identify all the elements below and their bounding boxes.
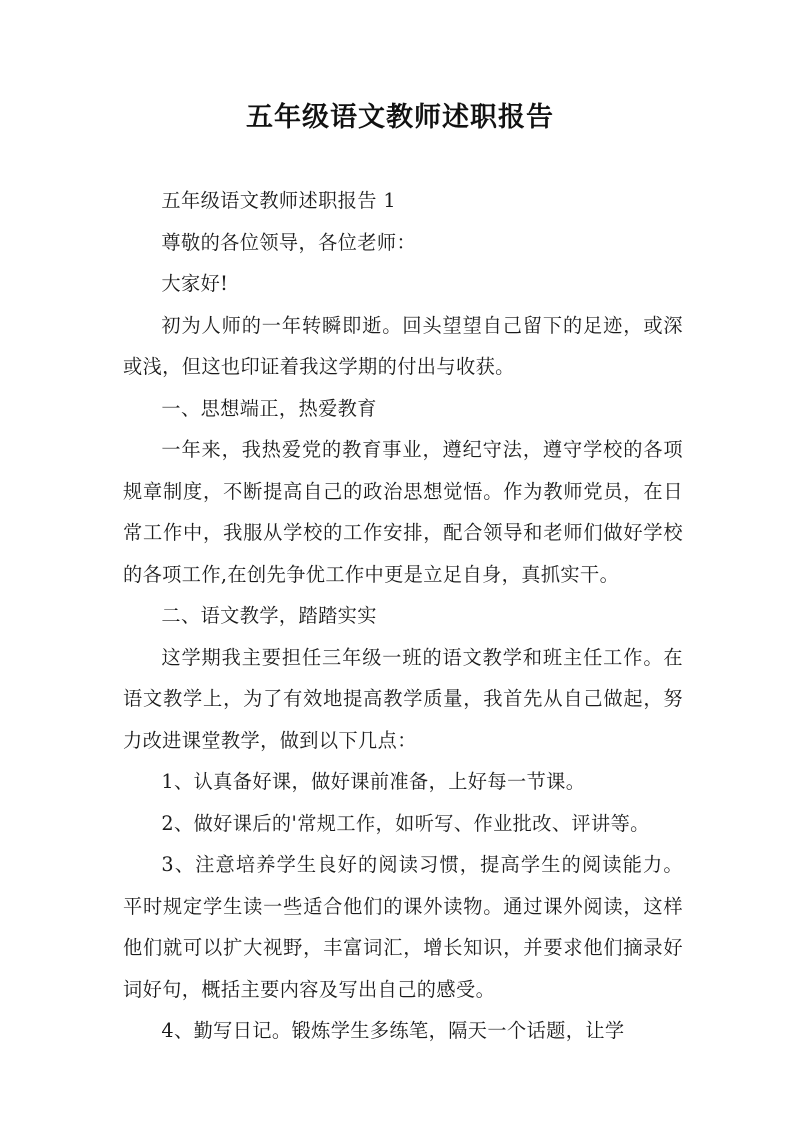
document-title: 五年级语文教师述职报告 (246, 102, 554, 133)
paragraph-heading-1: 五年级语文教师述职报告 1 (161, 189, 396, 212)
document-body (123, 180, 683, 1052)
paragraph-greeting: 大家好! (161, 272, 229, 295)
list-item-4: 4、勤写日记。锻炼学生多练笔，隔天一个话题，让学 (161, 1019, 625, 1042)
list-item-2: 2、做好课后的'常规工作，如听写、作业批改、评讲等。 (161, 811, 650, 835)
paragraph-intro: 初为人师的一年转瞬即逝。回头望望自己留下的足迹，或深或浅，但这也印证着我这学期的付出与收获。 (123, 313, 683, 378)
paragraph-section-2: 这学期我主要担任三年级一班的语文教学和班主任工作。在语文教学上，为了有效地提高教学质量，我首先从自己做起，努力改进课堂教学，做到以下几点： (123, 645, 683, 752)
section-heading-1: 一、思想端正，热爱教育 (161, 396, 377, 420)
paragraph-salutation: 尊敬的各位领导，各位老师： (161, 230, 417, 254)
section-heading-2: 二、语文教学，踏踏实实 (161, 604, 377, 627)
list-item-3: 3、注意培养学生良好的阅读习惯，提高学生的阅读能力。平时规定学生读一些适合他们的课外读物。通过课外阅读，这样他们就可以扩大视野，丰富词汇，增长知识，并要求他们摘录好词好句，概括主要内容及写出自己的感受。 (123, 853, 683, 1001)
paragraph-section-1: 一年来，我热爱党的教育事业，遵纪守法，遵守学校的各项规章制度，不断提高自己的政治思想觉悟。作为教师党员，在日常工作中，我服从学校的工作安排，配合领导和老师们做好学校的各项工作,在创先争优工作中更是立足自身，真抓实干。 (123, 438, 683, 586)
list-item-1: 1、认真备好课，做好课前准备，上好每一节课。 (161, 770, 586, 793)
